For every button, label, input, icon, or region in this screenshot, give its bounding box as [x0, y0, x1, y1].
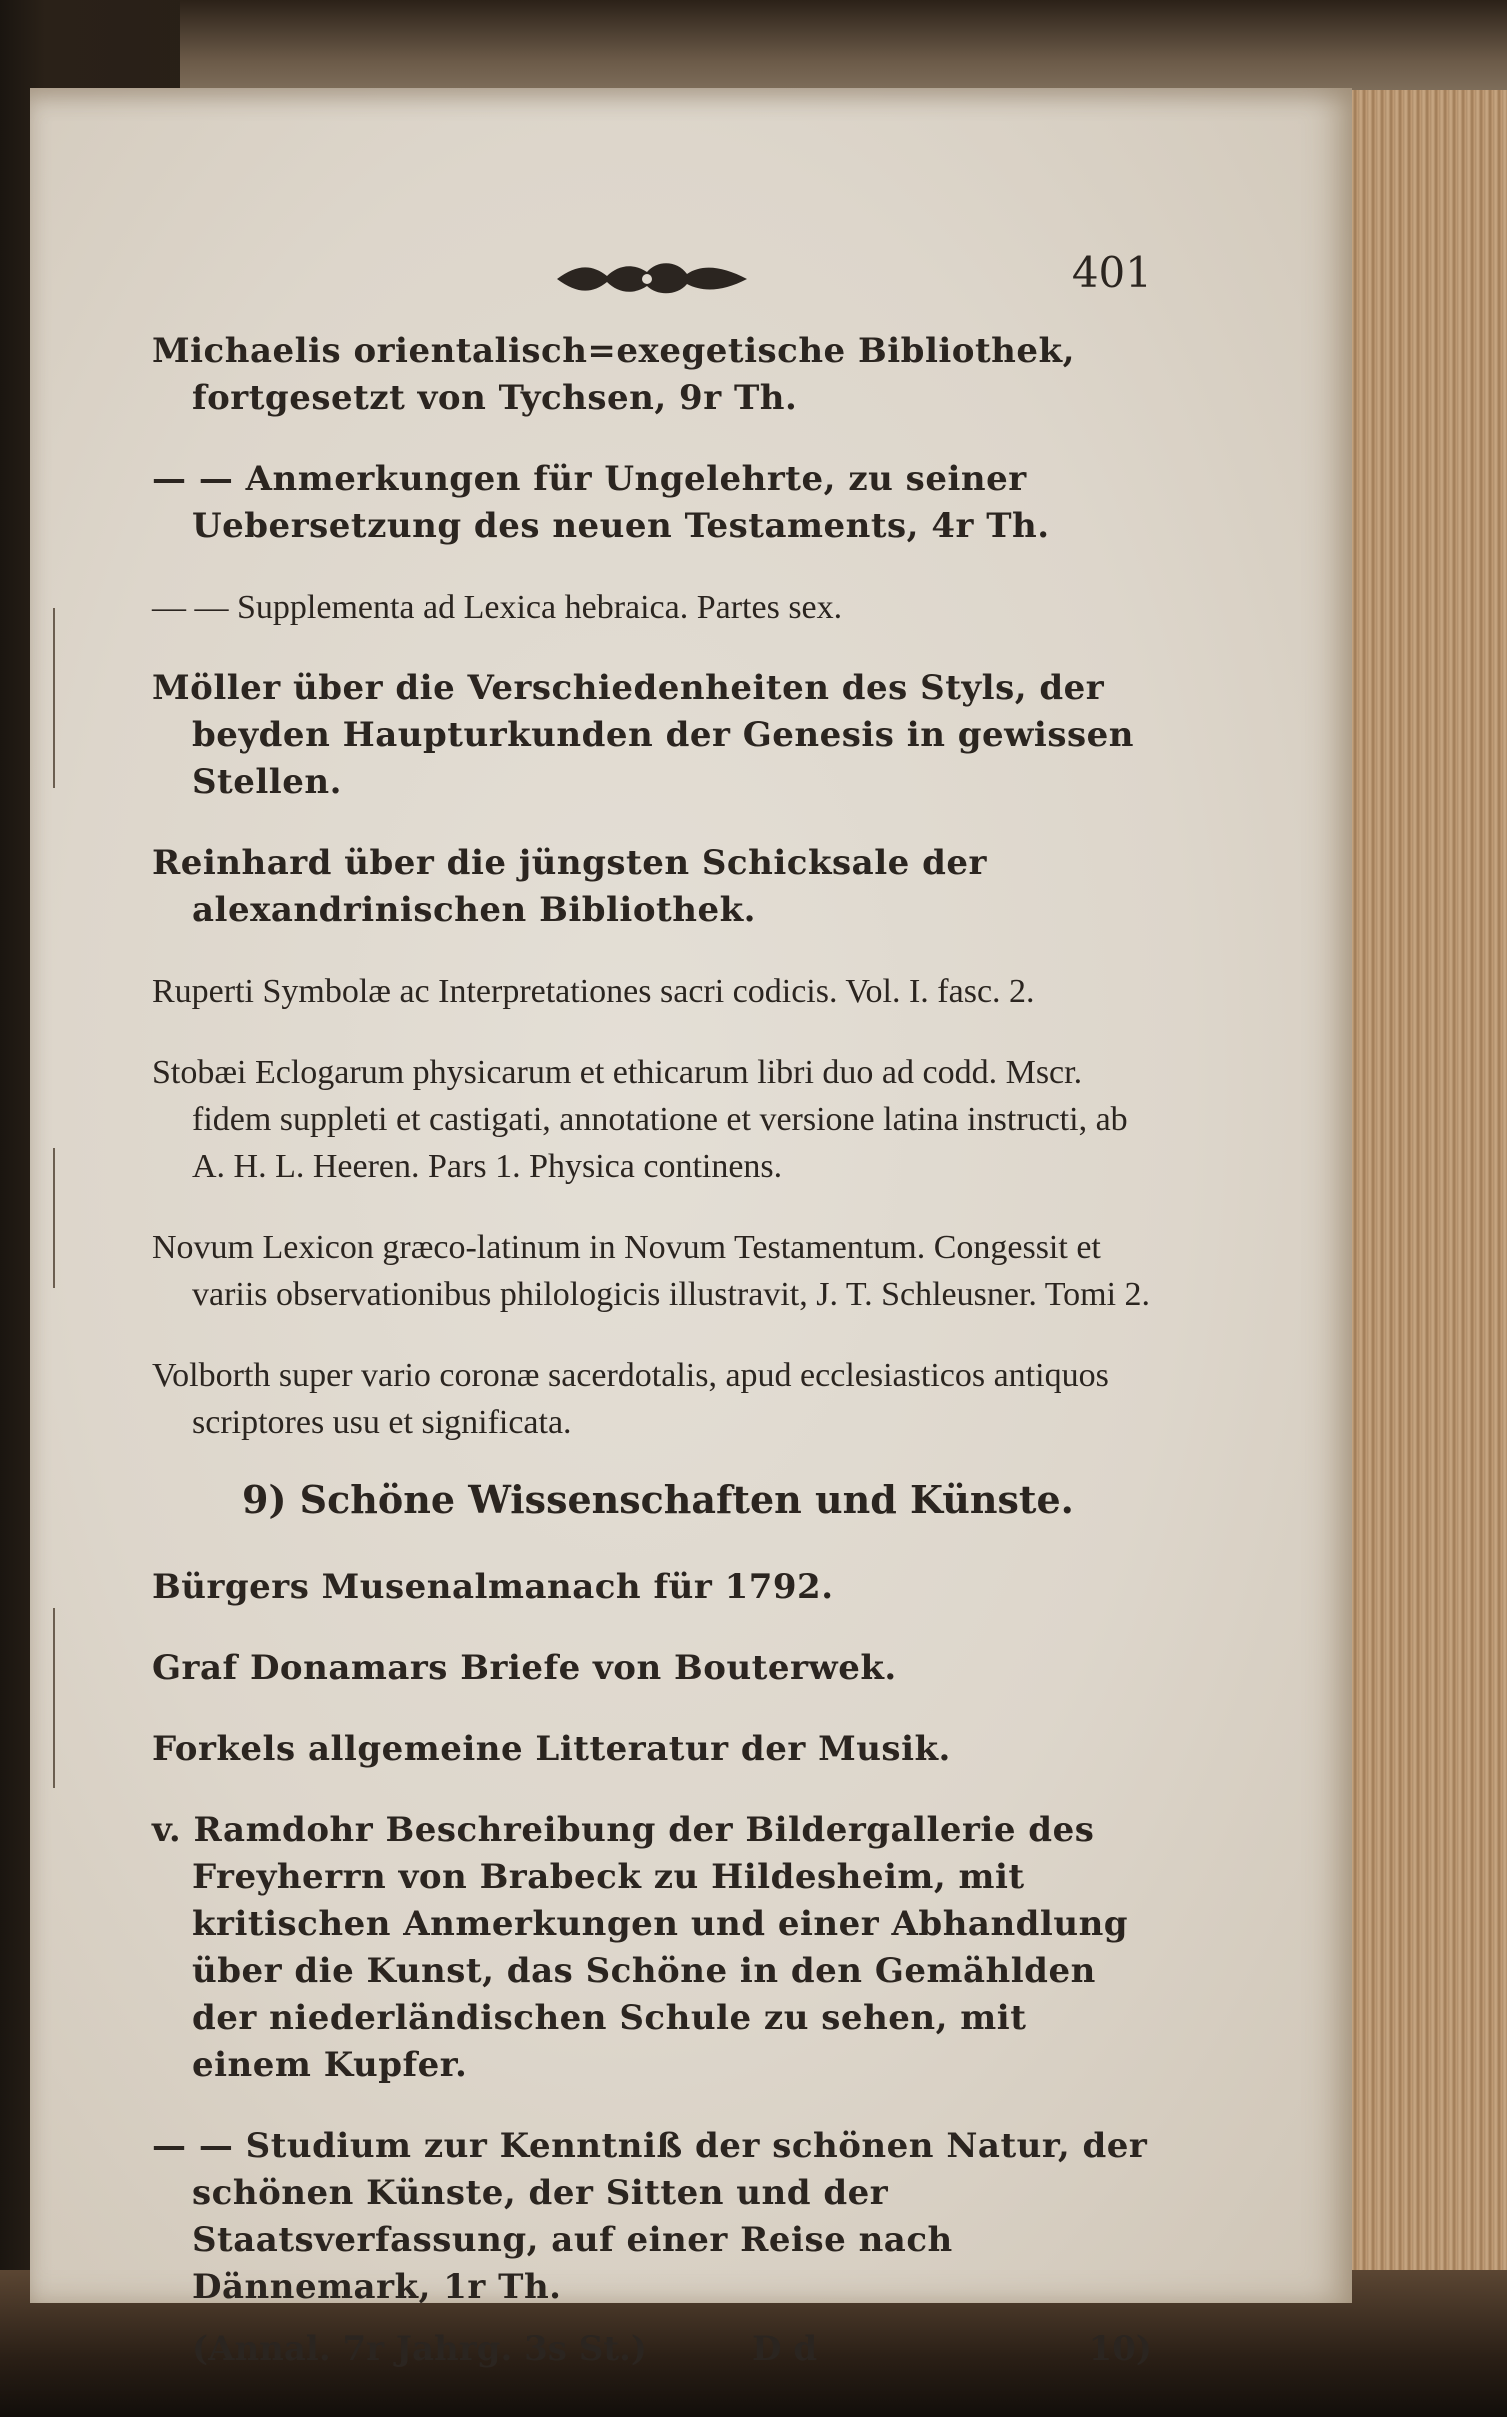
bibliography-entry: Volborth super vario coronæ sacerdotalis, apud ecclesiasticos antiquos scriptores usu et significata.	[152, 1357, 1109, 1441]
margin-ruling-marks	[30, 88, 90, 2303]
bibliography-entry: — — Anmerkungen für Ungelehrte, zu seiner Uebersetzung des neuen Testaments, 4r Th.	[152, 459, 1050, 546]
bibliography-entry: Forkels allgemeine Litteratur der Musik.	[152, 1729, 951, 1769]
bibliography-entry: Bürgers Musenalmanach für 1792.	[152, 1567, 834, 1607]
bibliography-entry: — — Supplementa ad Lexica hebraica. Partes sex.	[152, 589, 843, 626]
page-number: 401	[1071, 248, 1152, 297]
page-header	[152, 248, 1152, 328]
signature-mark: D d	[752, 2329, 818, 2369]
bibliography-entry: Stobæi Eclogarum physicarum et ethicarum libri duo ad codd. Mscr. fidem suppleti et castigati, annotatione et versione latina instructi, ab A. H. L. Heeren. Pars 1. Physica continens.	[152, 1054, 1128, 1185]
section-heading: 9) Schöne Wissenschaften und Künste.	[242, 1477, 1074, 1522]
catchword: 10)	[1088, 2329, 1152, 2369]
bibliography-entry: Novum Lexicon græco-latinum in Novum Testamentum. Congessit et variis observationibus philologicis illustravit, J. T. Schleusner. Tomi 2.	[152, 1229, 1151, 1313]
footer-source-line: (Annal. 7r Jahrg. 3s St.)	[192, 2329, 647, 2369]
page-text	[152, 248, 1152, 2385]
bibliography-entry: Möller über die Verschiedenheiten des Styls, der beyden Haupturkunden der Genesis in gewissen Stellen.	[152, 668, 1134, 802]
bibliography-entry: v. Ramdohr Beschreibung der Bildergallerie des Freyherrn von Brabeck zu Hildesheim, mit kritischen Anmerkungen und einer Abhandlung über die Kunst, das Schöne in den Gemählden der niederländischen Schule zu sehen, mit einem Kupfer.	[152, 1810, 1129, 2085]
page-stack-edge	[1340, 90, 1507, 2290]
bibliography-entry: Ruperti Symbolæ ac Interpretationes sacri codicis. Vol. I. fasc. 2.	[152, 973, 1035, 1010]
bibliography-entry: — — Studium zur Kenntniß der schönen Natur, der schönen Künste, der Sitten und der Staatsverfassung, auf einer Reise nach Dännemark, 1r Th.	[152, 2126, 1148, 2307]
page-footer	[152, 2329, 1152, 2385]
bibliography-entry: Reinhard über die jüngsten Schicksale der alexandrinischen Bibliothek.	[152, 843, 987, 930]
bibliography-entry: Graf Donamars Briefe von Bouterwek.	[152, 1648, 897, 1688]
decorative-vignette-icon	[552, 256, 752, 302]
book-page	[30, 88, 1352, 2369]
bibliography-entry: Michaelis orientalisch=exegetische Bibliothek, fortgesetzt von Tychsen, 9r Th.	[152, 331, 1075, 418]
